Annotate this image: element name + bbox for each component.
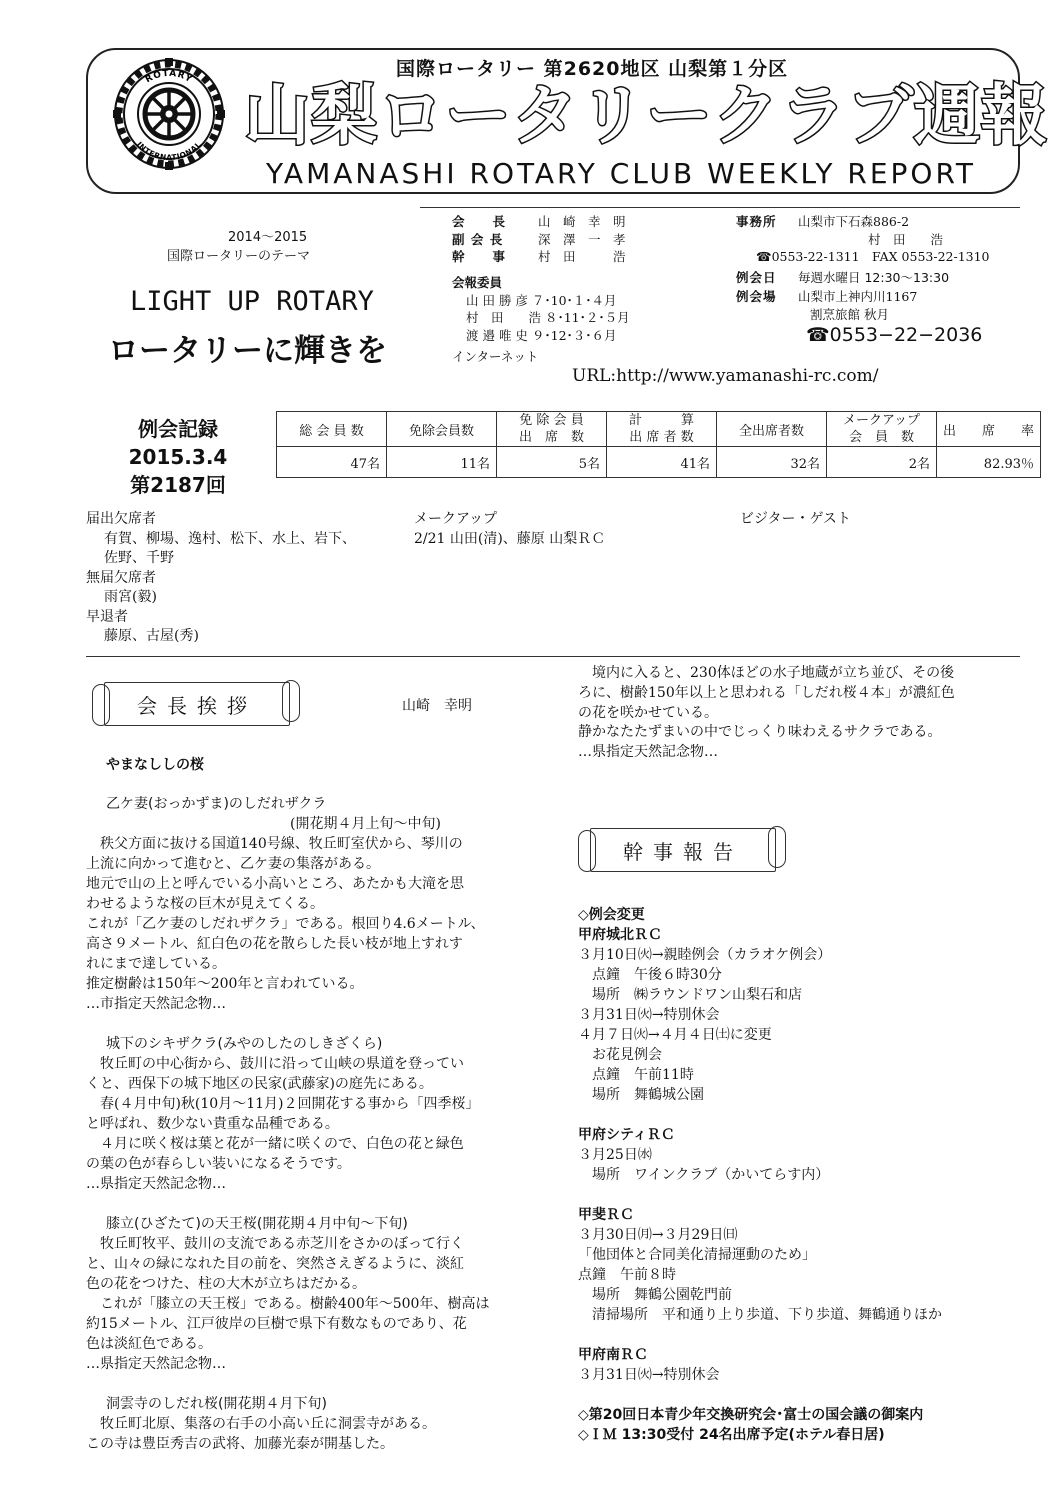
report-heading: 甲斐ＲＣ bbox=[578, 1207, 634, 1223]
report-line: 場所 ㈱ラウンドワン山梨石和店 bbox=[578, 987, 802, 1003]
exempt-members-value: 11名 bbox=[387, 447, 497, 478]
early-leave-list: 藤原、古屋(秀) bbox=[104, 628, 199, 644]
header-cell: 免 除 会 員 出 席 数 bbox=[497, 412, 607, 447]
absent-notified-list: 佐野、千野 bbox=[104, 550, 174, 566]
text-line: これが「膝立の天王桜」である。樹齢400年～500年、樹高は bbox=[86, 1296, 490, 1312]
text-line: 推定樹齢は150年～200年と言われている。 bbox=[86, 976, 364, 992]
text-line: 牧丘町北原、集落の右手の小高い丘に洞雲寺がある。 bbox=[86, 1416, 436, 1432]
article-subheading: 乙ケ妻(おっかずま)のしだれザクラ bbox=[106, 796, 327, 812]
editor-row: 渡 邉 唯 史 ９･12･３･６月 bbox=[466, 327, 617, 343]
website-url[interactable]: URL:http://www.yamanashi‐rc.com/ bbox=[572, 366, 879, 386]
text-line: …県指定天然記念物… bbox=[578, 744, 718, 761]
editors-block bbox=[452, 274, 630, 366]
theme-year: 2014～2015 bbox=[228, 230, 308, 245]
attendance-table bbox=[276, 411, 1041, 478]
text-line: と、山々の緑になれた目の前を、突然さえぎるように、淡紅 bbox=[86, 1256, 464, 1272]
logo-text-top: ROTARY bbox=[143, 68, 195, 86]
editor-row: 山 田 勝 彦 ７･10･１･４月 bbox=[466, 292, 617, 308]
text-line: 秩父方面に抜ける国道140号線、牧丘町室伏から、琴川の bbox=[86, 836, 463, 852]
internet-label: インターネット bbox=[452, 349, 539, 364]
article-subheading: 城下のシキザクラ(みやのしたのしきざくら) bbox=[106, 1036, 383, 1052]
text-line: …市指定天然記念物… bbox=[86, 996, 226, 1012]
report-heading: 甲府城北ＲＣ bbox=[578, 927, 662, 943]
record-date: 2015.3.4 bbox=[128, 445, 228, 469]
article-continuation bbox=[578, 664, 955, 763]
article-subheading: 洞雲寺のしだれ桜(開花期４月下旬) bbox=[106, 1396, 327, 1412]
venue-label: 例会場 bbox=[736, 289, 777, 304]
header-cell: 出 席 率 bbox=[937, 412, 1041, 447]
report-heading: 甲府シティＲＣ bbox=[578, 1127, 675, 1143]
table-header-row bbox=[277, 412, 1041, 447]
text-line: 上流に向かって進むと、乙ケ妻の集落がある。 bbox=[86, 856, 380, 872]
office-address: 山梨市下石森886-2 bbox=[798, 214, 910, 229]
officer-row bbox=[452, 213, 626, 231]
attendance-rate-value: 82.93％ bbox=[937, 447, 1041, 478]
makeup-list: 2/21 山田(清)、藤原 山梨ＲＣ bbox=[414, 530, 606, 547]
record-number: 第2187回 bbox=[130, 473, 226, 497]
text-line: 色は淡紅色である。 bbox=[86, 1336, 212, 1352]
report-line: ３月10日㈫→親睦例会（カラオケ例会） bbox=[578, 947, 832, 963]
scroll-curl-right bbox=[282, 680, 300, 722]
total-attendees-value: 32名 bbox=[717, 447, 827, 478]
report-line: 点鐘 午前８時 bbox=[578, 1267, 676, 1283]
header-cell: 免除会員数 bbox=[387, 412, 497, 447]
district-line: 国際ロータリー 第2620地区 山梨第１分区 bbox=[396, 58, 789, 80]
absent-notified-label: 届出欠席者 bbox=[86, 511, 156, 527]
absent-unnotified-list: 雨宮(毅) bbox=[104, 589, 157, 605]
scroll-curl-right bbox=[768, 826, 786, 868]
secretary-banner: 幹事報告 bbox=[590, 828, 776, 872]
makeup-notes bbox=[414, 510, 605, 549]
officer-row bbox=[452, 248, 626, 266]
report-line: ４月７日㈫→４月４日㈯に変更 bbox=[578, 1027, 772, 1043]
report-line: 場所 舞鶴公園乾門前 bbox=[578, 1287, 732, 1303]
editor-row: 村 田 浩 ８･11･２･５月 bbox=[466, 310, 630, 325]
text-line: 境内に入ると、230体ほどの水子地蔵が立ち並び、その後 bbox=[578, 665, 955, 681]
header-divider bbox=[420, 207, 1020, 208]
office-label: 事務所 bbox=[736, 214, 777, 229]
total-members-value: 47名 bbox=[277, 447, 387, 478]
officer-role: 副 会 長 bbox=[452, 231, 504, 247]
newsletter-title: 山梨ロータリークラブ週報 bbox=[244, 77, 1048, 154]
venue-address: 山梨市上神内川1167 bbox=[798, 289, 918, 304]
text-line: …県指定天然記念物… bbox=[86, 1176, 226, 1192]
text-line: 牧丘町の中心街から、鼓川に沿って山峡の県道を登ってい bbox=[86, 1056, 464, 1072]
calc-attendees-value: 41名 bbox=[607, 447, 717, 478]
venue-name: 割烹旅館 秋月 bbox=[810, 306, 889, 322]
theme-english: LIGHT UP ROTARY bbox=[130, 286, 374, 317]
theme-label: 国際ロータリーのテーマ bbox=[167, 249, 311, 264]
meeting-record-title bbox=[118, 415, 238, 499]
meeting-day-value: 毎週水曜日 12:30～13:30 bbox=[798, 269, 950, 285]
header-cell: 総 会 員 数 bbox=[277, 412, 387, 447]
report-heading: ◇ＩＭ 13:30受付 24名出席予定(ホテル春日居) bbox=[578, 1427, 885, 1443]
visitor-label: ビジター・ゲスト bbox=[740, 511, 851, 527]
officer-name: 深 澤 一 孝 bbox=[538, 231, 626, 247]
exempt-attendance-value: 5名 bbox=[497, 447, 607, 478]
text-line: の花を咲かせている。 bbox=[578, 704, 718, 721]
report-line: お花見例会 bbox=[578, 1047, 662, 1063]
report-line: 点鐘 午前11時 bbox=[578, 1067, 694, 1083]
editors-label: 会報委員 bbox=[452, 275, 503, 290]
report-line: 場所 ワインクラブ（かいてらす内） bbox=[578, 1167, 830, 1183]
meeting-day-label: 例会日 bbox=[736, 269, 777, 285]
text-line: わせるような桜の巨木が見えてくる。 bbox=[86, 896, 324, 912]
text-line: 約15メートル、江戸彼岸の巨樹で県下有数なものであり、花 bbox=[86, 1316, 467, 1332]
makeup-label: メークアップ bbox=[414, 511, 498, 527]
header-cell: メークアップ 会 員 数 bbox=[827, 412, 937, 447]
makeup-members-value: 2名 bbox=[827, 447, 937, 478]
early-leave-label: 早退者 bbox=[86, 608, 128, 625]
report-line: ３月31日㈫→特別休会 bbox=[578, 1367, 720, 1383]
text-line: 地元で山の上と呼んでいる小高いところ、あたかも大滝を思 bbox=[86, 876, 464, 892]
text-line: 春(４月中旬)秋(10月～11月)２回開花する事から「四季桜」 bbox=[86, 1096, 480, 1112]
article-subheading: 膝立(ひざたて)の天王桜(開花期４月中旬～下旬) bbox=[106, 1216, 408, 1232]
absent-notified-list: 有賀、柳場、逸村、松下、水上、岩下、 bbox=[104, 530, 356, 547]
logo-text-bottom: INTERNATIONAL bbox=[134, 139, 204, 163]
header-cell: 全出席者数 bbox=[717, 412, 827, 447]
report-heading: ◇例会変更 bbox=[578, 907, 645, 923]
text-line: の葉の色が春らしい装いになるそうです。 bbox=[86, 1156, 351, 1172]
report-heading: ◇第20回日本青少年交換研究会･富士の国会議の御案内 bbox=[578, 1407, 924, 1423]
officer-role: 幹 事 bbox=[452, 249, 507, 264]
text-line: 静かなたたずまいの中でじっくり味わえるサクラである。 bbox=[578, 724, 942, 741]
rotary-wheel-icon bbox=[113, 58, 225, 170]
officers-list bbox=[452, 213, 626, 266]
text-line: ろに、樹齢150年以上と思われる「しだれ桜４本」が濃紅色 bbox=[578, 684, 955, 701]
officer-name: 村 田 浩 bbox=[538, 249, 626, 264]
newsletter-title-en: YAMANASHI ROTARY CLUB WEEKLY REPORT bbox=[266, 157, 976, 190]
record-heading: 例会記録 bbox=[138, 417, 218, 441]
text-line: 高さ９メートル、紅白色の花を散らした長い枝が地上すれす bbox=[86, 936, 463, 952]
report-line: 場所 舞鶴城公園 bbox=[578, 1087, 704, 1103]
officer-row bbox=[452, 231, 626, 249]
header-cell: 計 算 出 席 者 数 bbox=[607, 412, 717, 447]
text-line: と呼ばれ、数少ない貴重な品種である。 bbox=[86, 1116, 339, 1132]
table-row bbox=[277, 447, 1041, 478]
officer-name: 山 崎 幸 明 bbox=[538, 214, 626, 229]
report-line: 「他団体と合同美化清掃運動のため」 bbox=[578, 1247, 816, 1263]
text-line: (開花期４月上旬～中旬) bbox=[290, 816, 441, 832]
report-line: 点鐘 午後６時30分 bbox=[578, 967, 722, 983]
absent-unnotified-label: 無届欠席者 bbox=[86, 569, 156, 586]
text-line: ４月に咲く桜は葉と花が一緒に咲くので、白色の花と緑色 bbox=[86, 1136, 464, 1152]
venue-phone: ☎0553−22−2036 bbox=[806, 324, 983, 346]
report-heading: 甲府南ＲＣ bbox=[578, 1347, 648, 1363]
theme-japanese: ロータリーに輝きを bbox=[108, 333, 387, 369]
text-line: 牧丘町牧平、鼓川の支流である赤芝川をさかのぼって行く bbox=[86, 1236, 464, 1252]
article-heading: やまなししの桜 bbox=[106, 757, 204, 773]
report-line: ３月31日㈫→特別休会 bbox=[578, 1007, 720, 1023]
text-line: この寺は豊臣秀吉の武将、加藤光泰が開基した。 bbox=[86, 1436, 394, 1452]
president-author: 山崎 幸明 bbox=[402, 698, 472, 714]
report-line: 清掃場所 平和通り上り歩道、下り歩道、舞鶴通りほか bbox=[578, 1307, 942, 1323]
report-line: ３月30日㈪→３月29日㈰ bbox=[578, 1227, 738, 1243]
text-line: …県指定天然記念物… bbox=[86, 1356, 226, 1372]
report-line: ３月25日㈬ bbox=[578, 1147, 652, 1163]
section-divider bbox=[86, 656, 1020, 657]
officer-role: 会 長 bbox=[452, 214, 507, 229]
text-line: くと、西保下の城下地区の民家(武藤家)の庭先にある。 bbox=[86, 1076, 433, 1092]
absence-notes bbox=[86, 510, 356, 647]
office-phone-fax: ☎0553-22-1311 FAX 0553-22-1310 bbox=[756, 249, 990, 264]
text-line: これが「乙ケ妻のしだれザクラ」である。根回り4.6メートル、 bbox=[86, 916, 485, 932]
office-block bbox=[736, 213, 990, 347]
president-banner: 会長挨拶 bbox=[104, 682, 290, 726]
text-line: れにまで達している。 bbox=[86, 956, 226, 972]
office-contact-name: 村 田 浩 bbox=[868, 231, 944, 247]
text-line: 色の花をつけた、柱の大木が立ちはだかる。 bbox=[86, 1276, 366, 1292]
